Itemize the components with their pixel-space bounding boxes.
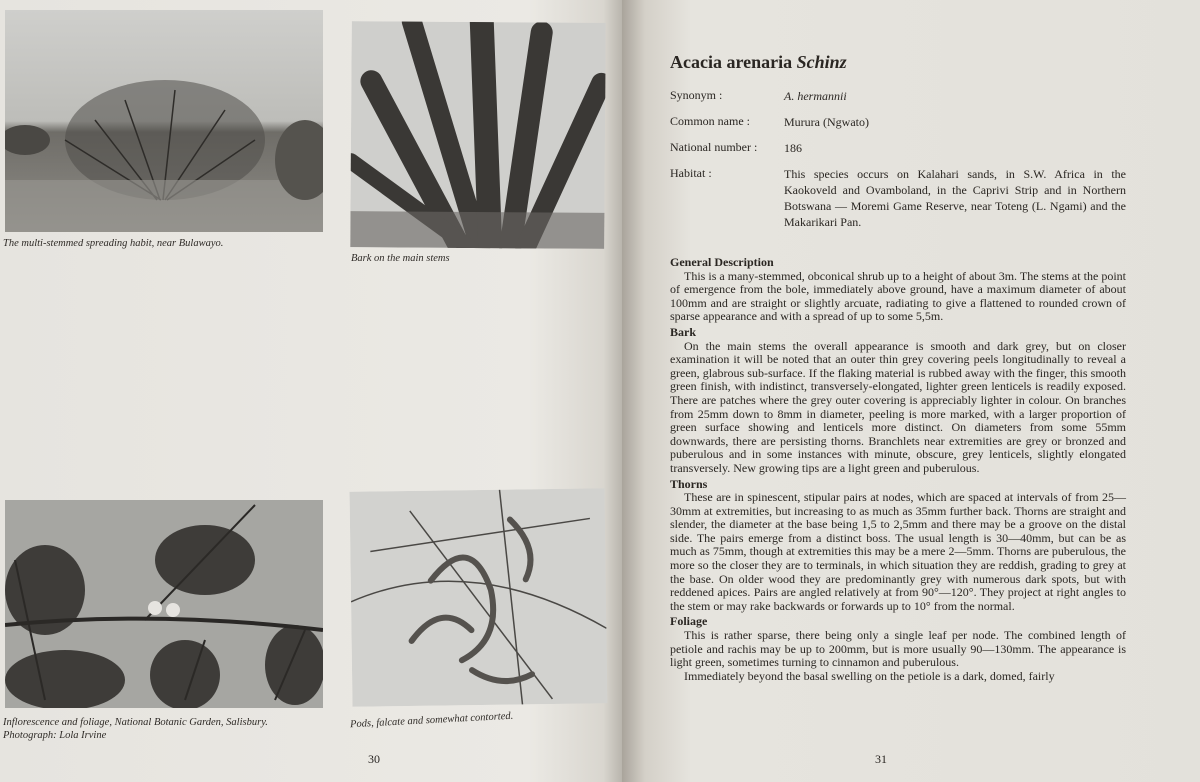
paragraph: On the main stems the overall appearance is smooth and dark grey, but on closer examination it will be noted that an outer thin grey covering peels longitudinally to reveal a green, glabrous sub-surface. If the flaking material is rubbed away with the finger, this smooth green finish, with indistinct, transversely-elongated, lighter green lenticels is readily exposed. There are patches where the grey outer covering is appreciably lighter in colour. On branches from 25mm down to 8mm in diameter, peeling is more marked, with a larger proportion of green surface showing and lenticels more distinct. On diameters from some 55mm downwards, there are persisting thorns. Branchlets near extremities are grey or bronzed and puberulous and in some instances with minute, obscure, grey lenticels, slightly elongated transversely. New growing tips are a light green and puberulous. [670, 338, 1126, 475]
photo-bark [350, 21, 606, 249]
heading-thorns: Thorns [670, 476, 708, 491]
paragraph: This is rather sparse, there being only a single leaf per node. The combined length of petiole and rachis may be up to 200mm, but is more usually 90—130mm. The appearance is light green, sometimes turning to cinnamon and puberulous. [670, 628, 1126, 670]
page-number-right: 31 [875, 752, 887, 766]
species-name: Acacia arenaria [670, 52, 793, 72]
paragraph: These are in spinescent, stipular pairs at nodes, which are spaced at intervals of from 25—30mm at extremities, but increasing to as much as 35mm further back. Thorns are straight and slender, the diameter at the base being 1,5 to 2,5mm and there may be a groove on the distal side. The pairs emerge from a distinct boss. The usual length is 30—40mm, but can be as much as 75mm, though at extremities this may be a mere 2—5mm. Thorns are puberulous, the more so the closer they are to terminals, in which situation they are reddish, grading to grey at the base. On older wood they are predominantly grey with numerous dark spots, but with reddened apices. Pairs are angled relatively at from 90°—120°. They project at right angles to the stem or may rake backwards or forwards up to 10° from the normal. [670, 490, 1126, 613]
photo-inflorescence-foliage [5, 500, 323, 708]
caption-pods: Pods, falcate and somewhat contorted. [349, 710, 514, 731]
species-author: Schinz [796, 52, 847, 72]
heading-general-description: General Description [670, 255, 774, 269]
paragraph: This is a many-stemmed, obconical shrub up to a height of about 3m. The stems at the point of emergence from the bole, immediately above ground, have a maximum diameter of about 100mm and are straight or slightly arcuate, radiating to give a flattened to rounded crown of sparse appearance and with a spread of up to some 5,5m. [670, 268, 1126, 324]
field-value: 186 [784, 141, 802, 155]
paragraph: Immediately beyond the basal swelling on the petiole is a dark, domed, fairly [684, 668, 1055, 683]
photo-shrub-habit [5, 10, 323, 232]
photo-pods [350, 488, 608, 707]
field-value: Murura (Ngwato) [784, 115, 869, 129]
field-label: Synonym : [670, 88, 723, 102]
description-body [670, 254, 1126, 683]
species-title [670, 52, 847, 73]
page-number-left: 30 [368, 752, 380, 766]
caption-inflorescence-foliage [3, 716, 268, 742]
field-label: Common name : [670, 114, 750, 128]
field-value: A. hermannii [784, 89, 847, 103]
field-value: This species occurs on Kalahari sands, in S.W. Africa in the Kaokoveld and Ovamboland, in the Caprivi Strip and in Northern Botswana — Moremi Game Reserve, near Toteng (L. Ngami) and the Makarikari Pan. [784, 167, 1126, 229]
caption-bark: Bark on the main stems [351, 253, 450, 264]
caption-text: Inflorescence and foliage, National Botanic Garden, Salisbury. [3, 717, 268, 728]
heading-foliage: Foliage [670, 614, 708, 629]
heading-bark: Bark [670, 324, 697, 339]
photo-credit: Photograph: Lola Irvine [3, 730, 107, 741]
field-label: Habitat : [670, 166, 712, 180]
caption-shrub-habit: The multi-stemmed spreading habit, near Bulawayo. [3, 238, 224, 249]
field-label: National number : [670, 140, 758, 154]
